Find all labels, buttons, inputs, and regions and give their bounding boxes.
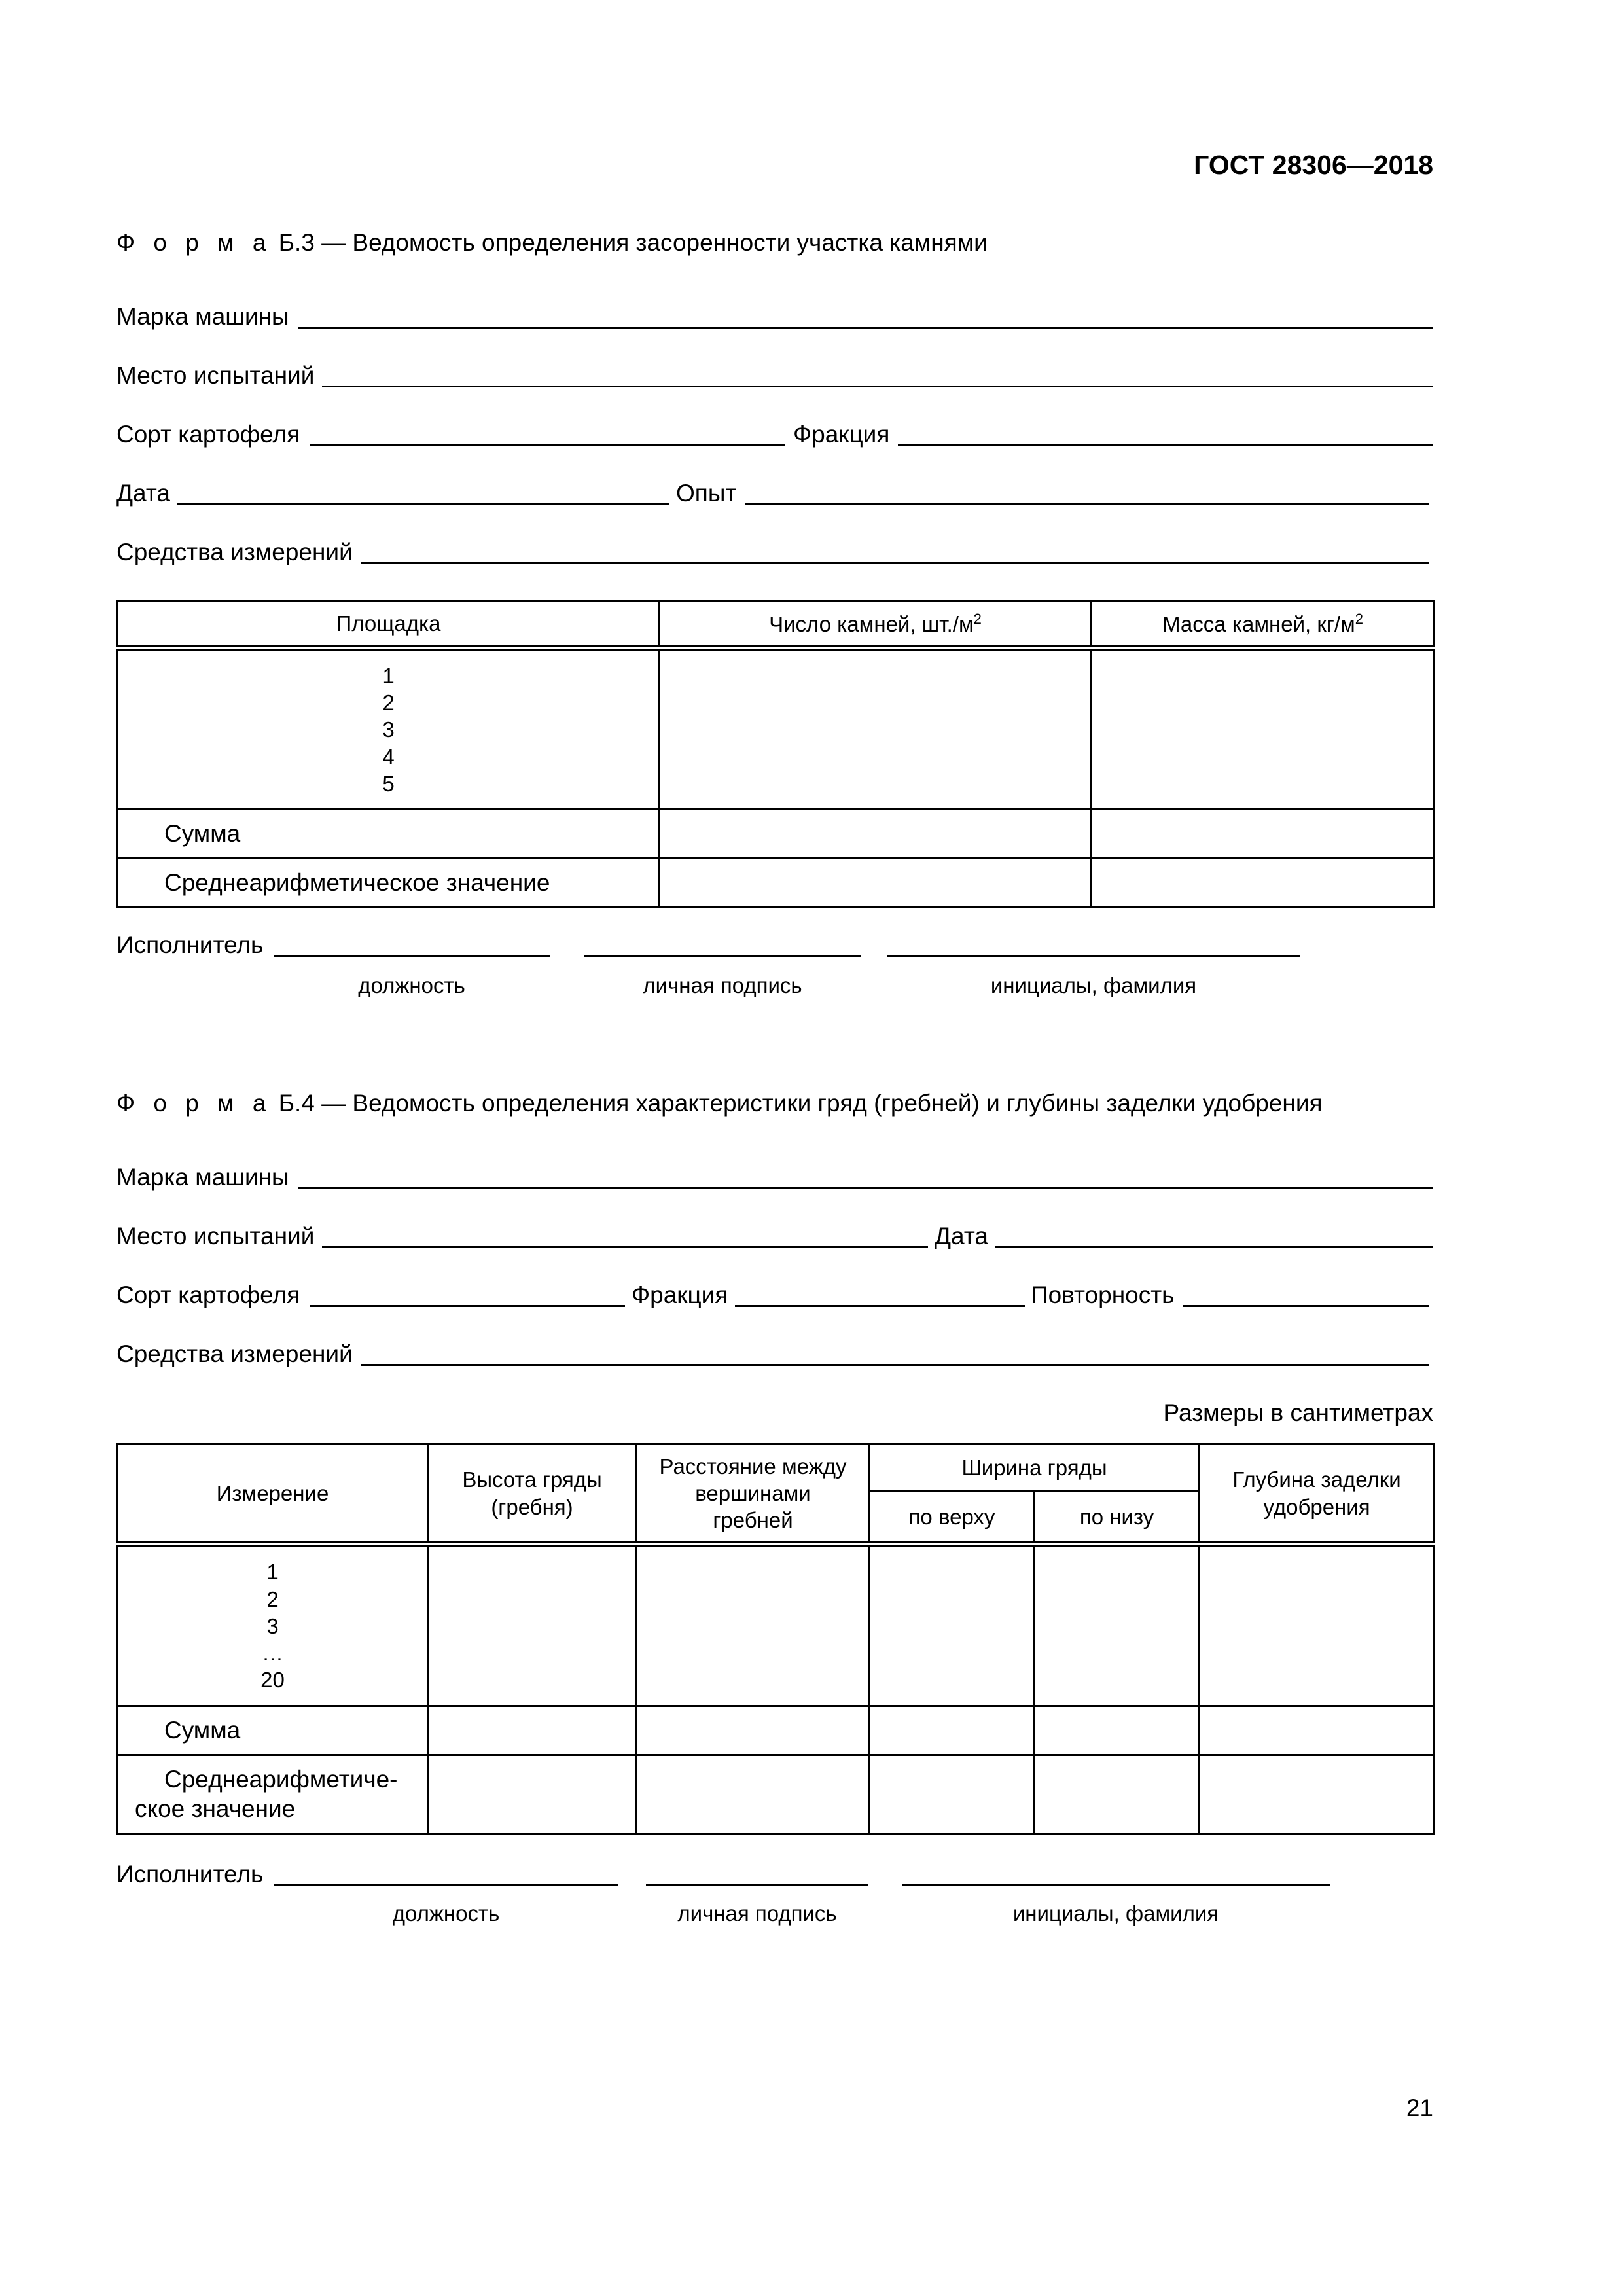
b4-mean-cell[interactable] [637,1755,870,1834]
b4-distance-cell[interactable] [637,1545,870,1706]
b4-mean-cell[interactable] [428,1755,637,1834]
b4-place-field[interactable] [322,1246,928,1248]
b3-fraction-field[interactable] [898,444,1433,446]
b3-place-label: Место испытаний [116,362,315,389]
b3-col-mass: Масса камней, $кг/м^2$ [1092,601,1435,649]
b4-width-top-cell[interactable] [870,1545,1035,1706]
b3-mass-cell[interactable] [1092,649,1435,810]
b3-col-site: Площадка [118,601,660,649]
form-b3-title-text: Б.3 — Ведомость определения засоренности участка камнями [278,229,988,256]
b3-mean-mass-cell[interactable] [1092,859,1435,908]
b4-sum-cell[interactable] [428,1706,637,1755]
b3-date-field[interactable] [177,503,669,505]
b4-mean-cell[interactable] [1200,1755,1435,1834]
b4-mean-label: Среднеарифметиче-ское значение [118,1755,428,1834]
b4-sum-label: Сумма [118,1706,428,1755]
b4-date-field[interactable] [995,1246,1433,1248]
b3-mean-label: Среднеарифметическое значение [118,859,660,908]
b3-instruments-field[interactable] [361,562,1429,564]
b4-position-caption: должность [392,1901,500,1926]
b4-col-width: Ширина гряды [870,1444,1200,1492]
form-word: Ф о р м а [116,1090,272,1117]
b3-site-numbers [118,649,660,810]
b4-fraction-field[interactable] [735,1305,1025,1307]
b4-repeat-label: Повторность [1031,1282,1175,1308]
b3-col-count: Число камней, $шт./м^2$ [660,601,1092,649]
b4-repeat-field[interactable] [1183,1305,1429,1307]
b4-col-distance: Расстояние между вершинами гребней [637,1444,870,1545]
b4-instruments-label: Средства измерений [116,1340,353,1367]
b3-performer-label: Исполнитель [116,931,264,958]
b4-name-field[interactable] [902,1884,1330,1886]
document-header: ГОСТ 28306—2018 [1194,150,1433,180]
b4-instruments-field[interactable] [361,1364,1429,1366]
b4-name-caption: инициалы, фамилия [1012,1901,1219,1926]
b3-mean-count-cell[interactable] [660,859,1092,908]
b4-measure-numbers [118,1545,428,1706]
b4-performer-label: Исполнитель [116,1861,264,1888]
b4-date-label: Дата [935,1223,988,1249]
b3-machine-field[interactable] [298,327,1433,329]
b3-date-label: Дата [116,480,170,507]
b3-position-field[interactable] [274,955,550,957]
b3-variety-label: Сорт картофеля [116,421,300,448]
b4-signature-caption: личная подпись [677,1901,837,1926]
table-row: … [262,1641,283,1666]
b3-place-field[interactable] [322,386,1433,387]
form-word: Ф о р м а [116,229,272,256]
table-row: 2 [266,1587,279,1611]
b4-col-width-top: по верху [870,1492,1035,1545]
b4-variety-label: Сорт картофеля [116,1282,300,1308]
b3-name-caption: инициалы, фамилия [990,973,1197,997]
b3-signature-field[interactable] [584,955,861,957]
b3-count-cell[interactable] [660,649,1092,810]
form-b4-title-text: Б.4 — Ведомость определения характеристики гряд (гребней) и глубины заделки удобрения [278,1090,1323,1117]
b4-sum-cell[interactable] [1035,1706,1200,1755]
b3-signature-caption: личная подпись [643,973,802,997]
b4-place-label: Место испытаний [116,1223,315,1249]
page-number: 21 [1406,2094,1433,2121]
table-row: 2 [382,691,395,715]
table-row: 5 [382,771,395,796]
b4-ridges-table [116,1443,1435,1835]
b4-height-cell[interactable] [428,1545,637,1706]
b4-sum-cell[interactable] [637,1706,870,1755]
b4-sum-cell[interactable] [1200,1706,1435,1755]
b3-experiment-field[interactable] [745,503,1429,505]
table-row: 3 [382,717,395,742]
b3-machine-label: Марка машины [116,303,289,330]
b4-machine-label: Марка машины [116,1164,289,1191]
form-b3-title [116,230,988,255]
b3-name-field[interactable] [887,955,1300,957]
b3-stones-table [116,600,1435,908]
b3-variety-field[interactable] [310,444,785,446]
table-row: 4 [382,744,395,769]
b4-mean-cell[interactable] [870,1755,1035,1834]
b4-units-note: Размеры в сантиметрах [1163,1399,1433,1426]
table-row: 1 [382,663,395,688]
b4-position-field[interactable] [274,1884,618,1886]
table-row: 1 [266,1560,279,1585]
b3-sum-count-cell[interactable] [660,810,1092,859]
form-b4-title [116,1091,1323,1115]
b4-signature-field[interactable] [646,1884,868,1886]
b4-col-width-bottom: по низу [1035,1492,1200,1545]
b4-machine-field[interactable] [298,1187,1433,1189]
table-row: 20 [260,1668,285,1693]
b3-experiment-label: Опыт [676,480,737,507]
b4-variety-field[interactable] [310,1305,625,1307]
table-row: 3 [266,1613,279,1638]
b4-col-measure: Измерение [118,1444,428,1545]
b4-mean-cell[interactable] [1035,1755,1200,1834]
b3-sum-mass-cell[interactable] [1092,810,1435,859]
b4-col-height: Высота гряды (гребня) [428,1444,637,1545]
b3-instruments-label: Средства измерений [116,539,353,565]
b4-sum-cell[interactable] [870,1706,1035,1755]
b3-position-caption: должность [358,973,465,997]
b4-depth-cell[interactable] [1200,1545,1435,1706]
b3-sum-label: Сумма [118,810,660,859]
b3-fraction-label: Фракция [793,421,890,448]
b4-width-bottom-cell[interactable] [1035,1545,1200,1706]
b4-fraction-label: Фракция [632,1282,728,1308]
b4-col-depth: Глубина заделки удобрения [1200,1444,1435,1545]
